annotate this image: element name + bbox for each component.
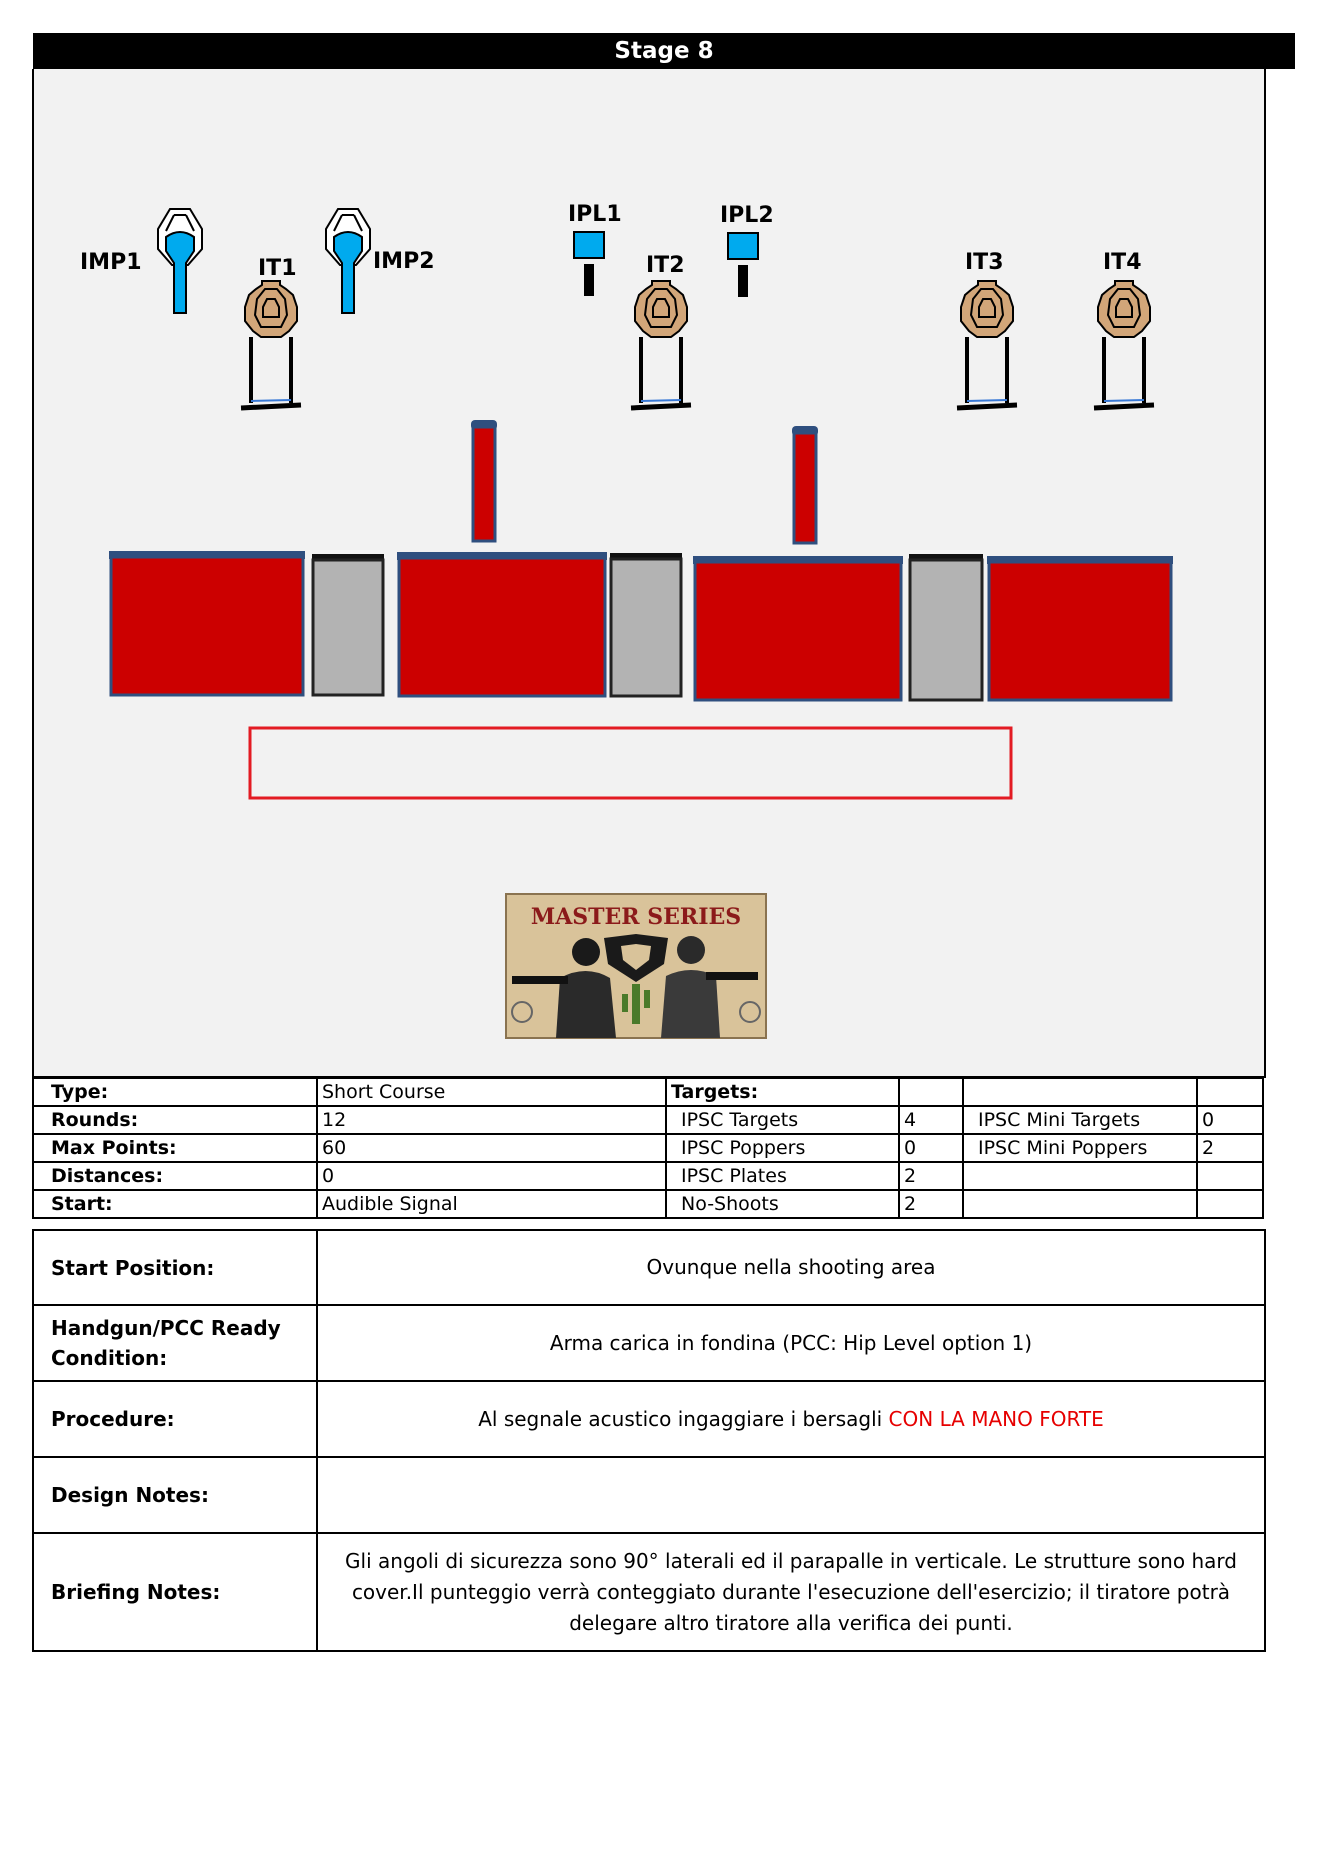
briefing-notes-label: Briefing Notes: [33, 1533, 317, 1651]
label-ipl2: IPL2 [720, 203, 774, 228]
ipsc-target-it4 [1094, 281, 1154, 408]
wall-post-left [471, 420, 497, 541]
label-it1: IT1 [258, 256, 297, 281]
briefing-line-3: delegare altro tiratore alla verifica dei punti. [569, 1610, 1013, 1635]
distances-value: 0 [317, 1162, 666, 1190]
procedure-text: Al segnale acustico ingaggiare i bersagli [478, 1406, 889, 1431]
shooting-area-box [250, 728, 1011, 798]
logo-text: MASTER SERIES [530, 904, 742, 930]
no-shoot-wall-2 [610, 553, 682, 696]
mini-poppers-value: 2 [1197, 1134, 1263, 1162]
ipsc-poppers-label: IPSC Poppers [666, 1134, 899, 1162]
distances-label: Distances: [33, 1162, 317, 1190]
label-it3: IT3 [965, 250, 1004, 275]
type-value: Short Course [317, 1078, 666, 1106]
start-position-value: Ovunque nella shooting area [317, 1230, 1265, 1305]
ready-condition-label-line-1: Handgun/PCC Ready [51, 1316, 281, 1340]
no-shoots-value: 2 [899, 1190, 963, 1218]
mini-targets-value: 0 [1197, 1106, 1263, 1134]
plate-ipl2 [728, 233, 758, 297]
briefing-notes-value [317, 1533, 1265, 1651]
procedure-highlight: CON LA MANO FORTE [888, 1406, 1104, 1431]
ipsc-plates-value: 2 [899, 1162, 963, 1190]
info-row-start [33, 1190, 1263, 1218]
mini-popper-imp2 [326, 209, 370, 313]
design-notes-value [317, 1457, 1265, 1533]
info-row-distances [33, 1162, 1263, 1190]
notes-row-procedure [33, 1381, 1265, 1457]
ipsc-targets-value: 4 [899, 1106, 963, 1134]
max-points-value: 60 [317, 1134, 666, 1162]
no-shoot-wall-3 [909, 554, 983, 700]
stage-diagram [32, 69, 1266, 1078]
ipsc-target-it3 [957, 281, 1017, 408]
master-series-logo [506, 894, 766, 1038]
procedure-value [317, 1381, 1265, 1457]
ipsc-poppers-value: 0 [899, 1134, 963, 1162]
label-imp2: IMP2 [373, 249, 435, 274]
label-it4: IT4 [1103, 250, 1142, 275]
stage-info-table [32, 1077, 1264, 1219]
stage-notes-table [32, 1229, 1266, 1652]
info-row-rounds [33, 1106, 1263, 1134]
ipsc-targets-label: IPSC Targets [666, 1106, 899, 1134]
rounds-label: Rounds: [33, 1106, 317, 1134]
start-value: Audible Signal [317, 1190, 666, 1218]
ready-condition-label-line-2: Condition: [51, 1346, 168, 1370]
label-ipl1: IPL1 [568, 202, 622, 227]
targets-label: Targets: [666, 1078, 899, 1106]
mini-poppers-label: IPSC Mini Poppers [963, 1134, 1197, 1162]
start-label: Start: [33, 1190, 317, 1218]
ipsc-target-it2 [631, 281, 691, 408]
notes-row-ready-condition [33, 1305, 1265, 1381]
ready-condition-value: Arma carica in fondina (PCC: Hip Level option 1) [317, 1305, 1265, 1381]
briefing-line-2: cover.Il punteggio verrà conteggiato durante l'esecuzione dell'esercizio; il tiratore potrà [351, 1579, 1231, 1604]
hard-cover-wall-2 [397, 552, 607, 696]
hard-cover-wall-1 [109, 551, 305, 695]
design-notes-label: Design Notes: [33, 1457, 317, 1533]
info-row-max-points [33, 1134, 1263, 1162]
hard-cover-wall-4 [987, 556, 1173, 700]
start-position-label: Start Position: [33, 1230, 317, 1305]
mini-popper-imp1 [158, 209, 202, 313]
ipsc-target-it1 [241, 281, 301, 408]
procedure-label: Procedure: [33, 1381, 317, 1457]
wall-post-right [792, 426, 818, 543]
no-shoots-label: No-Shoots [666, 1190, 899, 1218]
notes-row-start-position [33, 1230, 1265, 1305]
label-it2: IT2 [646, 253, 685, 278]
ready-condition-label [33, 1305, 317, 1381]
no-shoot-wall-1 [312, 554, 384, 695]
briefing-line-1: Gli angoli di sicurezza sono 90° laterali ed il parapalle in verticale. Le strutture sono hard [345, 1548, 1237, 1573]
hard-cover-wall-3 [693, 556, 903, 700]
stage-title: Stage 8 [33, 33, 1295, 69]
notes-row-design-notes [33, 1457, 1265, 1533]
max-points-label: Max Points: [33, 1134, 317, 1162]
type-label: Type: [33, 1078, 317, 1106]
info-row-type [33, 1078, 1263, 1106]
plate-ipl1 [574, 232, 604, 296]
notes-row-briefing-notes [33, 1533, 1265, 1651]
label-imp1: IMP1 [80, 250, 142, 275]
mini-targets-label: IPSC Mini Targets [963, 1106, 1197, 1134]
ipsc-plates-label: IPSC Plates [666, 1162, 899, 1190]
rounds-value: 12 [317, 1106, 666, 1134]
